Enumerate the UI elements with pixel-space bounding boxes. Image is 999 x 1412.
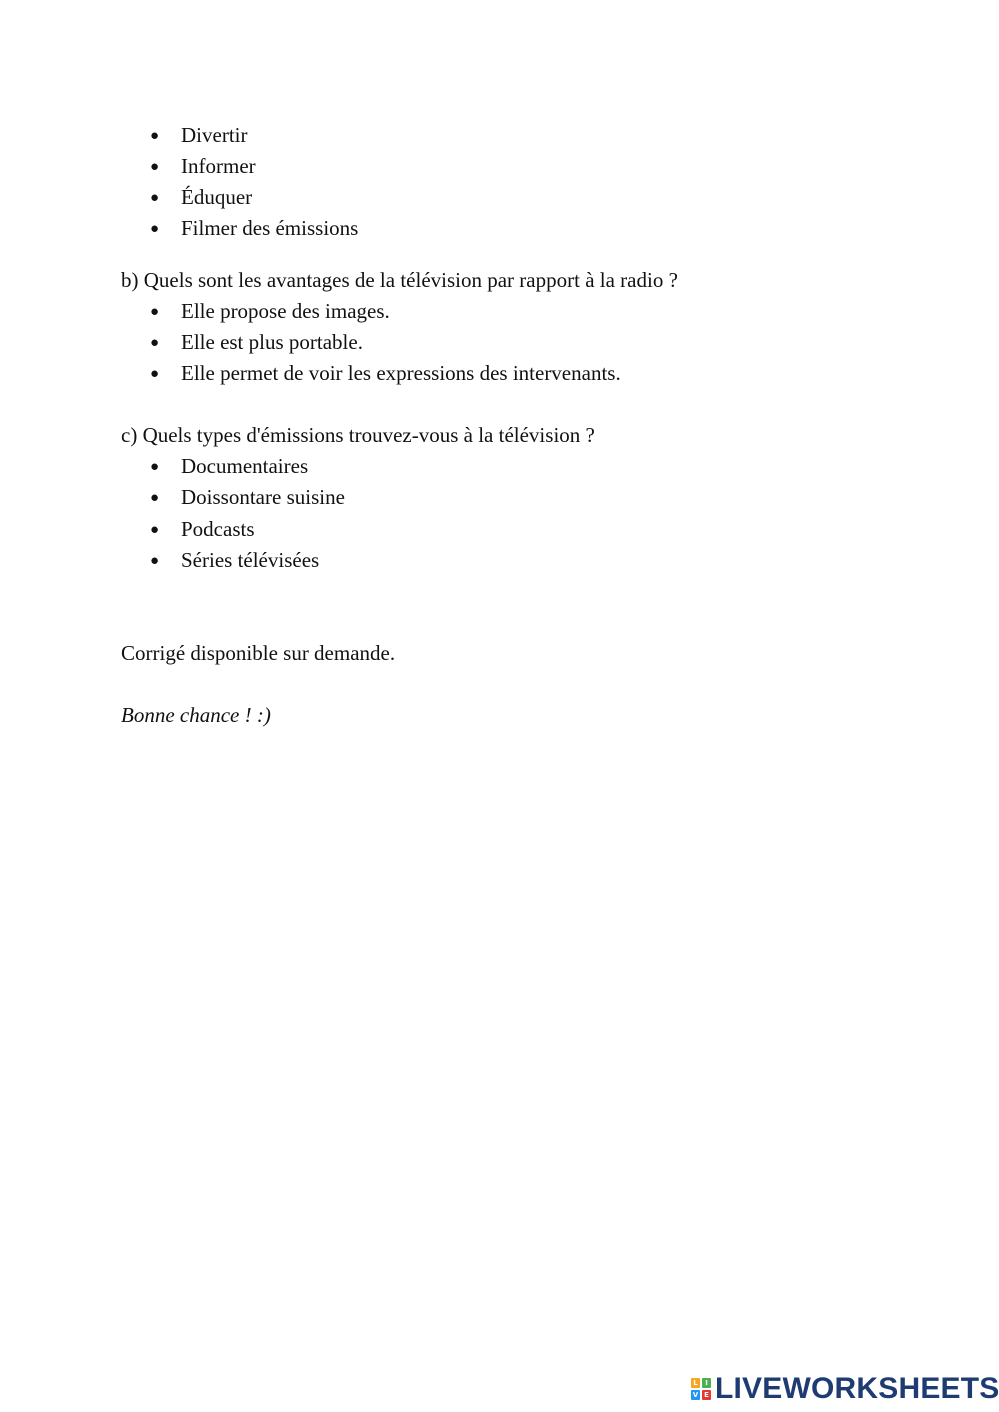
bullet-icon: ● xyxy=(150,335,160,351)
bullet-icon: ● xyxy=(150,304,160,320)
liveworksheets-logo[interactable] xyxy=(691,1372,999,1406)
bullet-icon: ● xyxy=(150,553,160,569)
list-item: ● Informer xyxy=(150,152,256,181)
logo-mark-icon: L I V E xyxy=(691,1378,711,1400)
list-item: ● Documentaires xyxy=(150,452,308,481)
list-item: ● Elle propose des images. xyxy=(150,297,390,326)
bullet-icon: ● xyxy=(150,128,160,144)
closing-message: Bonne chance ! :) xyxy=(121,703,271,727)
list-item: ● Filmer des émissions xyxy=(150,214,358,243)
bullet-icon: ● xyxy=(150,221,160,237)
list-item: ● Éduquer xyxy=(150,183,252,212)
list-item: ● Doissontare suisine xyxy=(150,483,345,512)
bullet-icon: ● xyxy=(150,159,160,175)
bullet-icon: ● xyxy=(150,490,160,506)
list-item: ● Elle est plus portable. xyxy=(150,328,363,357)
bullet-icon: ● xyxy=(150,522,160,538)
answer-key-note: Corrigé disponible sur demande. xyxy=(121,641,396,665)
list-item: ● Séries télévisées xyxy=(150,546,319,575)
bullet-icon: ● xyxy=(150,459,160,475)
bullet-icon: ● xyxy=(150,190,160,206)
bullet-icon: ● xyxy=(150,366,160,382)
list-item: ● Elle permet de voir les expressions des intervenants. xyxy=(150,359,621,388)
list-item: ● Divertir xyxy=(150,121,247,150)
question-b: b) Quels sont les avantages de la télévision par rapport à la radio ? xyxy=(121,268,678,292)
question-c: c) Quels types d'émissions trouvez-vous à la télévision ? xyxy=(121,423,595,447)
list-item: ● Podcasts xyxy=(150,515,255,544)
logo-text: LIVEWORKSHEETS xyxy=(715,1372,999,1405)
